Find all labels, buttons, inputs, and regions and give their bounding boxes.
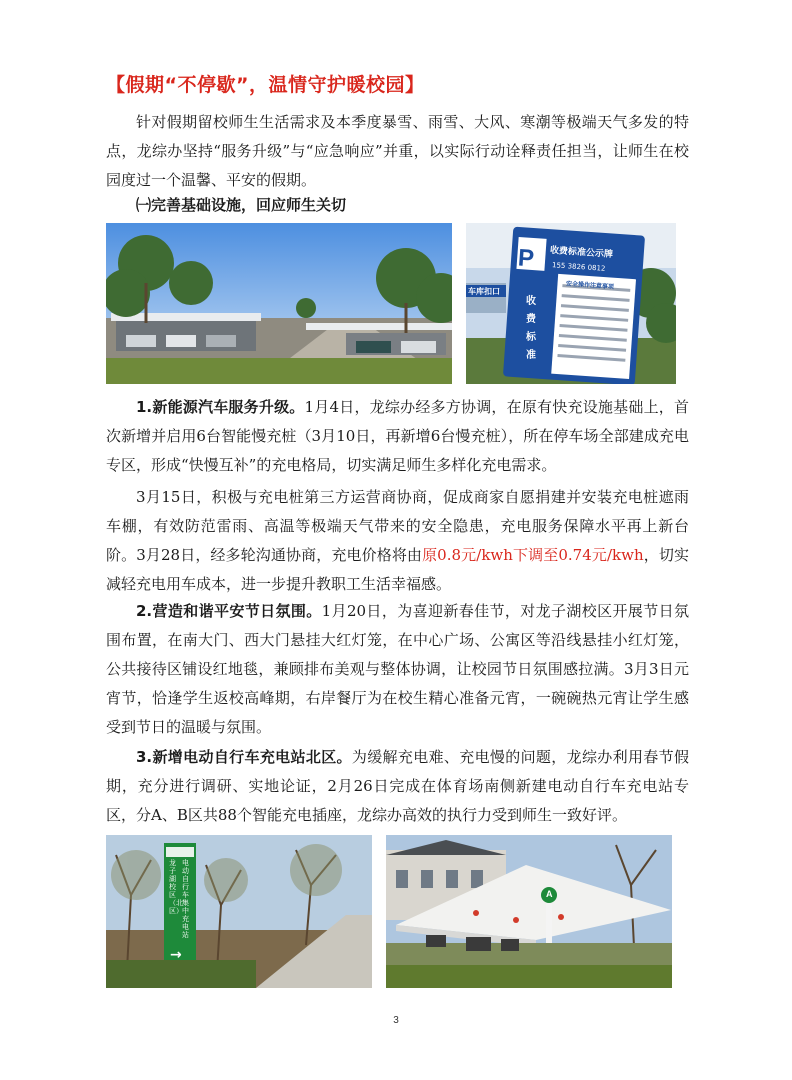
- page-number: 3: [393, 1015, 399, 1026]
- fee-sign-photo: [466, 223, 676, 384]
- festival-paragraph: [106, 597, 689, 742]
- ev-upgrade-paragraph: [106, 393, 689, 480]
- sign-header: 收费标准公示牌: [549, 245, 614, 261]
- carport-text: 3月15日，积极与充电桩第三方运营商协商，促成商家自愿捐建并安装充电桩遮雨车棚，有效防范雷雨、高温等极端天气带来的安全隐患，充电服务保障水平再上新台阶。3月28日，经多轮沟通协商，充电价格将由: [106, 488, 689, 564]
- ev-upgrade-body: 1月4日，龙综办经多方协调，在原有快充设施基础上，首次新增并启用6台智能慢充桩（3月10日，再新增6台慢充桩），所在停车场全部建成充电专区，形成“快慢互补”的充电格局，切实满足师生多样化充电需求。: [106, 398, 689, 474]
- sign-side-label: 车库扣口: [468, 287, 500, 296]
- parking-lot-photo: [106, 223, 452, 384]
- section-heading: 【假期“不停歇”，温情守护暖校园】: [106, 74, 425, 96]
- festival-body: 1月20日，为喜迎新春佳节，对龙子湖校区开展节日氛围布置，在南大门、西大门悬挂大红灯笼，在中心广场、公寓区等沿线悬挂小红灯笼，公共接待区铺设红地毯，兼顾排布美观与整体协调，让校园节日氛围感拉满。3月3日元宵节，恰逢学生返校高峰期，右岸餐厅为在校生精心准备元宵，一碗碗热元宵让学生感受到节日的温暖与氛围。: [106, 602, 689, 736]
- green-sign-school: 龙子湖校区（北区）: [169, 859, 183, 915]
- arrow-right-icon: →: [170, 947, 182, 963]
- ebike-station-paragraph: [106, 743, 689, 830]
- charging-canopy-photo: [386, 835, 672, 988]
- sign-phone: 155 3826 0812: [551, 261, 606, 273]
- subheading: ㈠完善基础设施，回应师生关切: [136, 196, 347, 214]
- festival-lead: 2.营造和谐平安节日氛围。: [136, 602, 322, 620]
- carport-price-paragraph: [106, 483, 689, 599]
- ebike-body: 为缓解充电难、充电慢的问题，龙综办利用春节假期，充分进行调研、实地论证，2月26日完成在体育场南侧新建电动自行车充电站专区，分A、B区共88个智能充电插座，龙综办高效的执行力受到师生一致好评。: [106, 748, 689, 824]
- ev-upgrade-lead: 1.新能源汽车服务升级。: [136, 398, 305, 416]
- sign-vertical-label: 收费标准: [526, 296, 536, 361]
- intro-paragraph: 针对假期留校师生生活需求及本季度暴雪、雨雪、大风、寒潮等极端天气多发的特点，龙综办坚持“服务升级”与“应急响应”并重，以实际行动诠释责任担当，让师生在校园度过一个温馨、平安的假期。: [106, 113, 689, 189]
- station-marker: A: [546, 889, 553, 899]
- ebike-lead: 3.新增电动自行车充电站北区。: [136, 748, 352, 766]
- sign-p-letter: P: [517, 244, 535, 273]
- station-signpost-photo: [106, 835, 372, 988]
- green-sign-station: 电动自行车集中充电站: [182, 859, 189, 939]
- carport-text-end: ，切实减轻充电用车成本，进一步提升教职工生活幸福感。: [106, 546, 689, 593]
- price-highlight: 原0.8元/kwh下调至0.74元/kwh: [422, 546, 644, 564]
- sign-notice-title: 安全操作注意事项: [565, 280, 615, 291]
